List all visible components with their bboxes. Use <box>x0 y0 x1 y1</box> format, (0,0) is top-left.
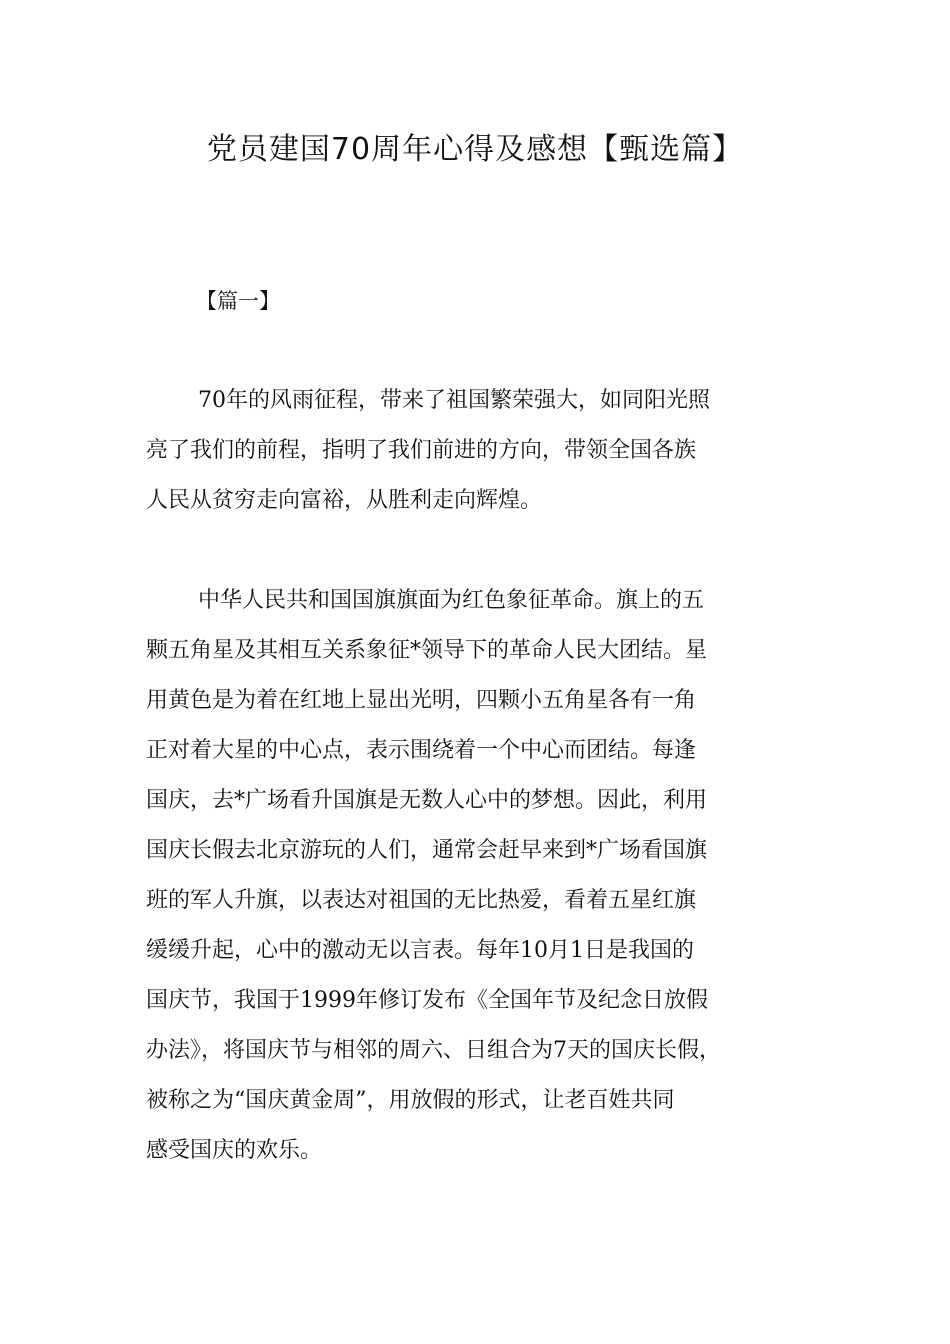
paragraph-line: 缓缓升起，心中的激动无以言表。每年10月1日是我国的 <box>146 938 694 963</box>
paragraph-line: 被称之为“国庆黄金周”，用放假的形式，让老百姓共同 <box>146 1088 675 1113</box>
paragraph-line: 人民从贫穷走向富裕，从胜利走向辉煌。 <box>146 488 543 513</box>
section-label: 【篇一】 <box>196 289 280 313</box>
paragraph-2 <box>146 576 836 1176</box>
paragraph-line: 国庆节，我国于1999年修订发布《全国年节及纪念日放假 <box>146 988 708 1013</box>
paragraph-line: 正对着大星的中心点，表示围绕着一个中心而团结。每逢 <box>146 738 697 763</box>
paragraph-line: 国庆，去*广场看升国旗是无数人心中的梦想。因此，利用 <box>146 788 708 813</box>
paragraph-line: 国庆长假去北京游玩的人们，通常会赶早来到*广场看国旗 <box>146 838 708 863</box>
paragraph-line: 中华人民共和国国旗旗面为红色象征革命。旗上的五 <box>198 588 705 613</box>
paragraph-line: 班的军人升旗，以表达对祖国的无比热爱，看着五星红旗 <box>146 888 697 913</box>
document-title: 党员建国70周年心得及感想【甄选篇】 <box>206 132 744 167</box>
paragraph-1 <box>146 376 836 526</box>
paragraph-line: 70年的风雨征程，带来了祖国繁荣强大，如同阳光照 <box>198 388 710 413</box>
paragraph-line: 颗五角星及其相互关系象征*领导下的革命人民大团结。星 <box>146 638 708 663</box>
paragraph-line: 用黄色是为着在红地上显出光明，四颗小五角星各有一角 <box>146 688 697 713</box>
paragraph-line: 亮了我们的前程，指明了我们前进的方向，带领全国各族 <box>146 438 697 463</box>
paragraph-line: 感受国庆的欢乐。 <box>146 1138 323 1163</box>
paragraph-line: 办法》，将国庆节与相邻的周六、日组合为7天的国庆长假， <box>146 1038 721 1063</box>
